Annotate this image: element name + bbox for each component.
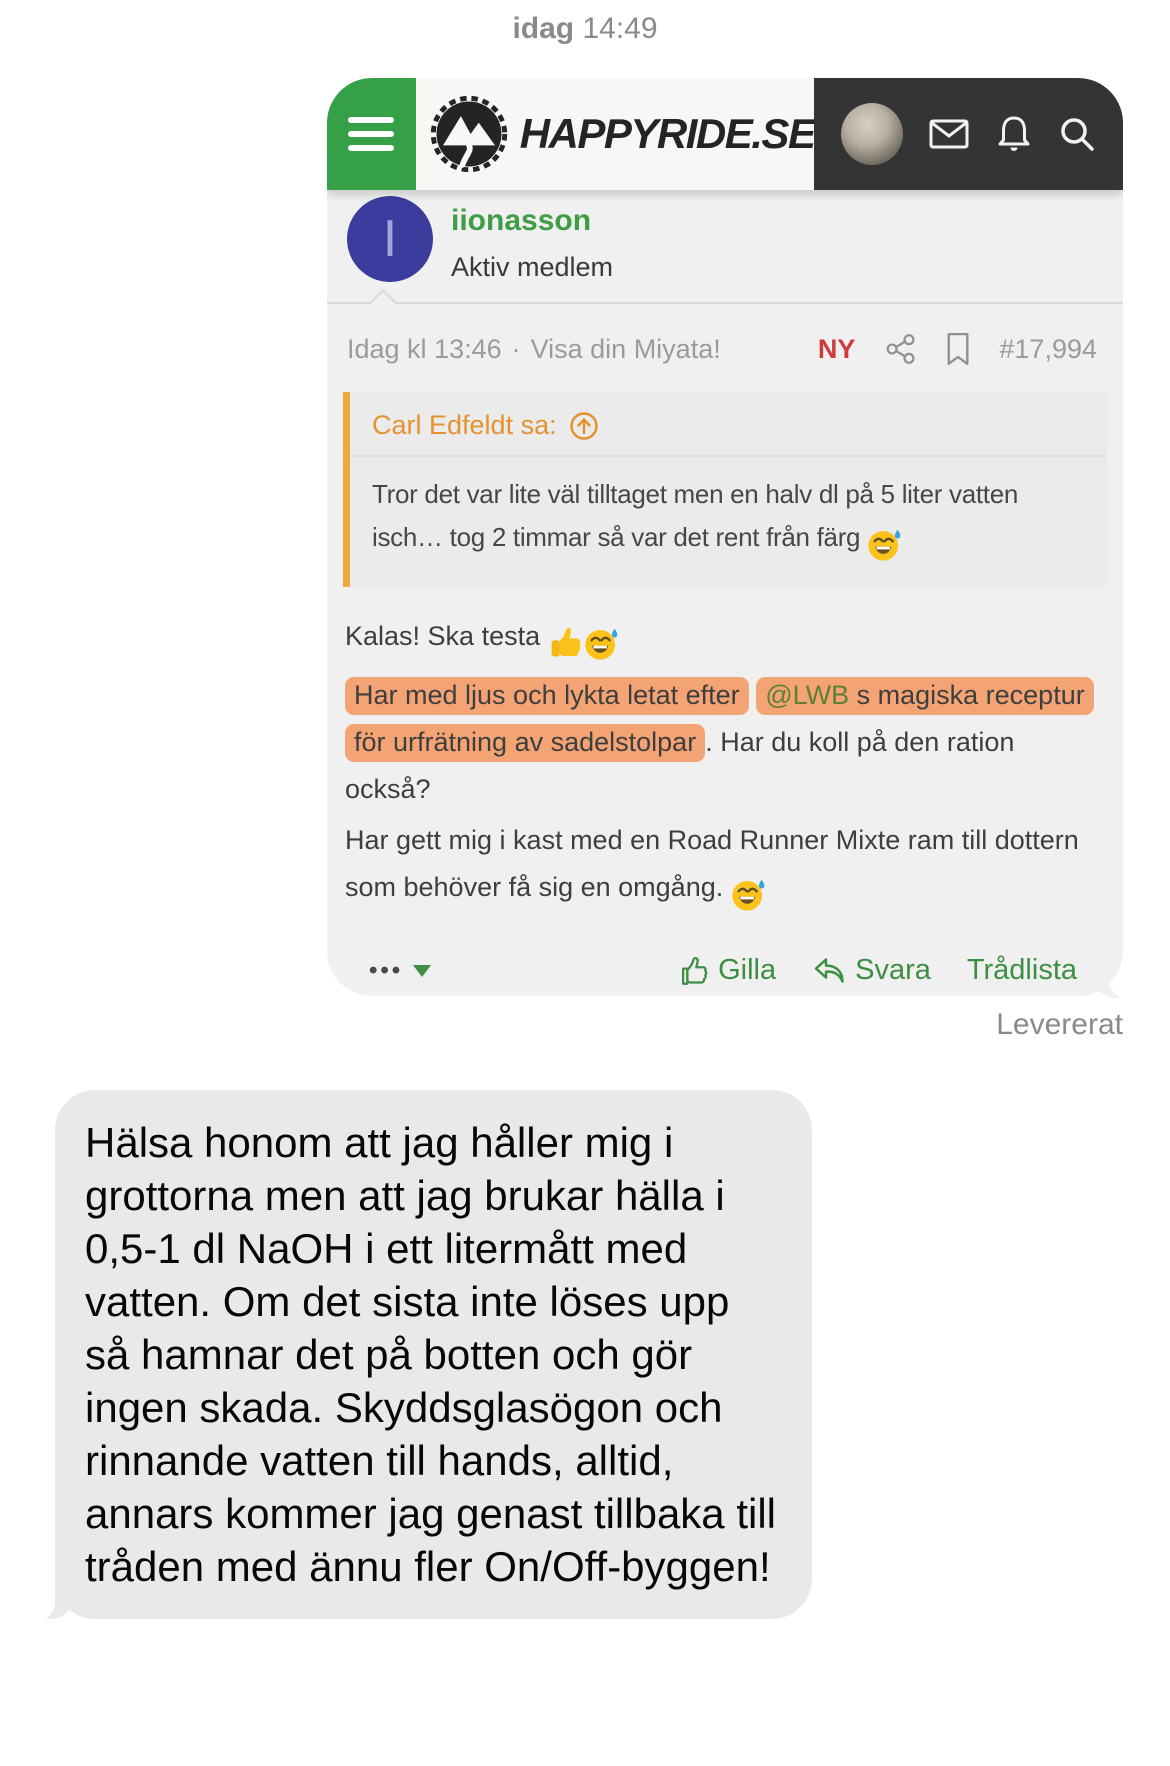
bell-icon[interactable]	[996, 114, 1032, 154]
highlighted-text: Har med ljus och lykta letat efter	[345, 677, 749, 715]
thread-list-label: Trådlista	[966, 954, 1077, 986]
post-actions	[345, 919, 1103, 994]
thumbs-up-emoji	[548, 621, 584, 668]
received-message-bubble[interactable]	[55, 1090, 812, 1619]
received-message-text: Hälsa honom att jag håller mig i grottorna men att jag brukar hälla i 0,5-1 dl NaOH i ett litermått med vatten. Om det sista inte löses upp så hamnar det på botten och gör ingen skada. Skyddsglasögon och rinnande vatten till hands, alltid, annars kommer jag genast tillbaka till tråden med ännu fler On/Off-byggen!	[85, 1119, 776, 1590]
quote-block	[343, 392, 1107, 587]
forum-post	[327, 190, 1123, 996]
forum-header	[327, 78, 1123, 190]
site-logo[interactable]	[416, 78, 815, 190]
poster-role: Aktiv medlem	[451, 252, 614, 282]
post-divider	[327, 302, 1123, 304]
thread-title-link[interactable]: Visa din Miyata!	[530, 333, 721, 364]
search-icon[interactable]	[1058, 115, 1096, 153]
poster-avatar[interactable]	[347, 196, 433, 282]
highlighted-text: för urfrätning av sadelstolpar	[345, 724, 705, 762]
site-name: HAPPYRIDE.SE	[519, 110, 815, 157]
post-paragraph2: Har gett mig i kast med en Road Runner Mixte ram till dottern som behöver få sig en omgång.	[345, 825, 1079, 902]
thread-list-button[interactable]	[967, 947, 1077, 994]
quote-text: Tror det var lite väl tilltaget men en halv dl på 5 liter vatten isch… tog 2 timmar så var det rent från färg	[372, 479, 1019, 552]
new-badge: NY	[817, 333, 856, 364]
post-highlighted-paragraph	[345, 672, 1103, 813]
sweat-smile-emoji	[867, 524, 903, 567]
poster-info	[327, 190, 1123, 302]
gear-mountain-logo-icon	[430, 95, 508, 173]
post-time: Idag kl 13:46	[347, 333, 502, 364]
timestamp-day: idag	[512, 12, 575, 45]
sweat-smile-emoji	[731, 872, 767, 919]
shared-forum-screenshot[interactable]	[327, 78, 1123, 996]
caret-down-icon	[413, 965, 431, 977]
more-options-button[interactable]	[369, 947, 431, 994]
thumbs-up-outline-icon	[677, 955, 709, 987]
quote-author: Carl Edfeldt sa:	[372, 410, 557, 440]
post-number[interactable]: #17,994	[999, 333, 1097, 364]
more-dots: •••	[369, 957, 404, 984]
timestamp-time: 14:49	[582, 12, 658, 45]
menu-button[interactable]	[327, 78, 416, 190]
post-normal-text: . Har du koll på den ration också?	[345, 727, 1015, 804]
share-icon[interactable]	[885, 333, 917, 365]
conversation-timestamp	[0, 12, 1170, 46]
reply-arrow-icon	[812, 956, 846, 986]
mail-icon[interactable]	[929, 118, 969, 150]
header-toolbar	[814, 78, 1123, 190]
delivery-status: Levererat	[996, 1008, 1123, 1041]
post-greeting: Kalas! Ska testa	[345, 621, 541, 651]
sweat-smile-emoji	[584, 621, 620, 668]
post-meta-row	[327, 304, 1123, 366]
reply-button[interactable]	[812, 947, 931, 994]
user-avatar[interactable]	[841, 103, 903, 165]
mention-link[interactable]: @LWB	[765, 680, 850, 710]
meta-separator: ·	[511, 333, 521, 364]
highlighted-text-with-mention: @LWB s magiska receptur	[756, 677, 1094, 715]
arrow-up-circle-icon[interactable]	[569, 411, 599, 441]
reply-label: Svara	[855, 954, 931, 986]
like-button[interactable]	[677, 947, 776, 994]
poster-username[interactable]: iionasson	[451, 204, 592, 237]
like-label: Gilla	[718, 954, 777, 986]
hamburger-icon	[348, 117, 394, 151]
bookmark-icon[interactable]	[945, 332, 971, 366]
poster-avatar-letter: I	[382, 210, 398, 268]
post-body	[327, 587, 1123, 994]
